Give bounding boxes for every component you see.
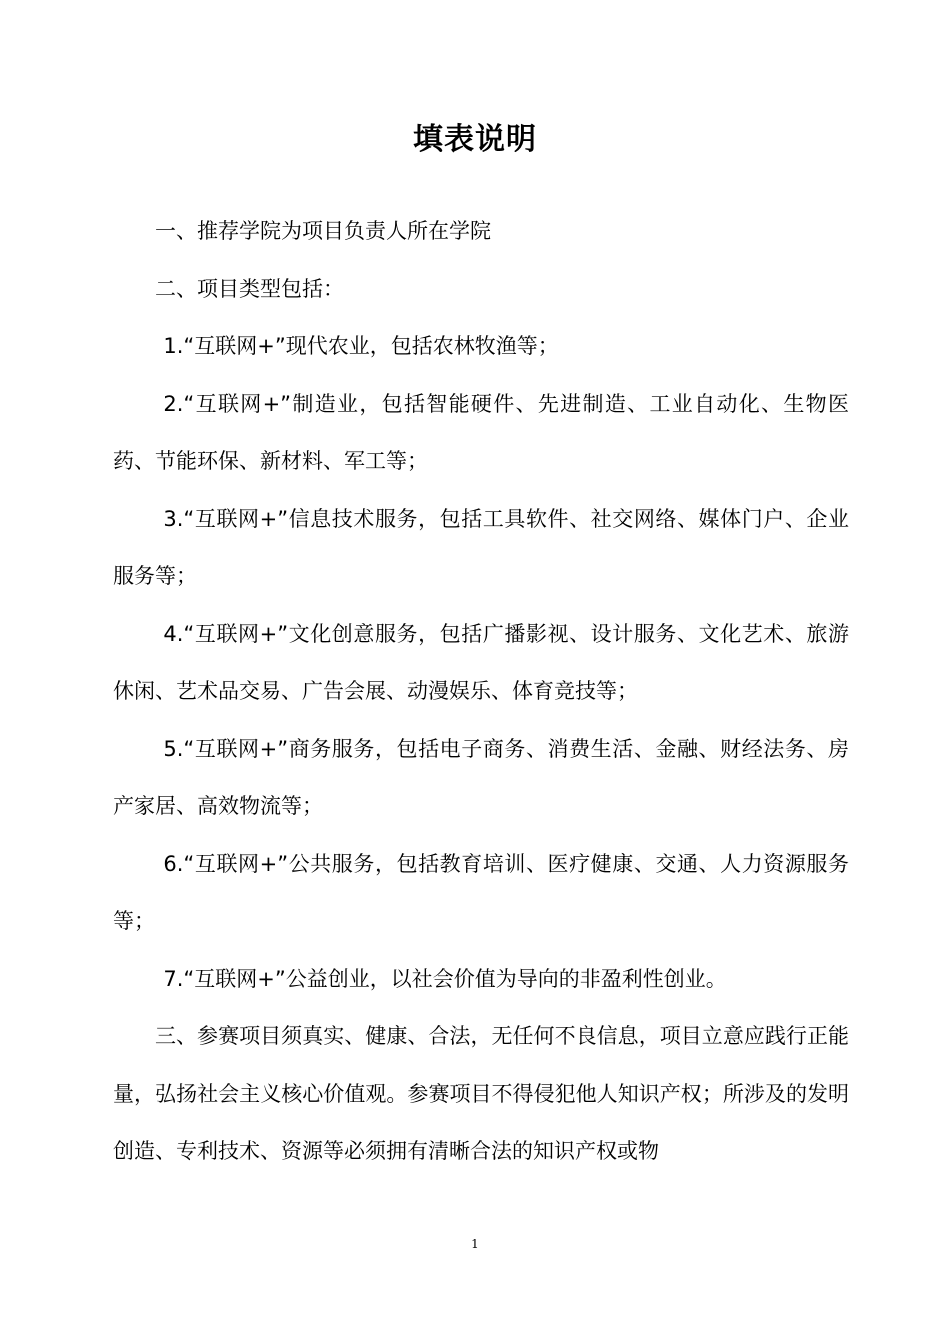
paragraph-recommending-college: 一、推荐学院为项目负责人所在学院	[155, 219, 491, 243]
page-title: 填表说明	[413, 122, 537, 157]
paragraph-type-manufacturing: 2.“互联网+”制造业，包括智能硬件、先进制造、工业自动化、生物医药、节能环保、新材料、军工等；	[113, 391, 849, 473]
paragraph-type-public-services: 6.“互联网+”公共服务，包括教育培训、医疗健康、交通、人力资源服务等；	[113, 851, 849, 933]
paragraph-type-business-services: 5.“互联网+”商务服务，包括电子商务、消费生活、金融、财经法务、房产家居、高效物流等；	[113, 736, 849, 818]
paragraph-project-requirements: 三、参赛项目须真实、健康、合法，无任何不良信息，项目立意应践行正能量，弘扬社会主义核心价值观。参赛项目不得侵犯他人知识产权；所涉及的发明创造、专利技术、资源等必须拥有清晰合法的知识产权或物	[113, 1024, 849, 1163]
paragraph-type-agriculture: 1.“互联网+”现代农业，包括农林牧渔等；	[163, 334, 559, 358]
paragraph-type-cultural-creative: 4.“互联网+”文化创意服务，包括广播影视、设计服务、文化艺术、旅游休闲、艺术品交易、广告会展、动漫娱乐、体育竞技等；	[113, 621, 849, 703]
page-number: 1	[471, 1237, 479, 1251]
paragraph-type-it-services: 3.“互联网+”信息技术服务，包括工具软件、社交网络、媒体门户、企业服务等；	[113, 506, 849, 588]
paragraph-type-public-welfare: 7.“互联网+”公益创业，以社会价值为导向的非盈利性创业。	[163, 966, 727, 991]
paragraph-project-types-heading: 二、项目类型包括：	[155, 276, 344, 301]
document-body	[113, 203, 849, 1181]
